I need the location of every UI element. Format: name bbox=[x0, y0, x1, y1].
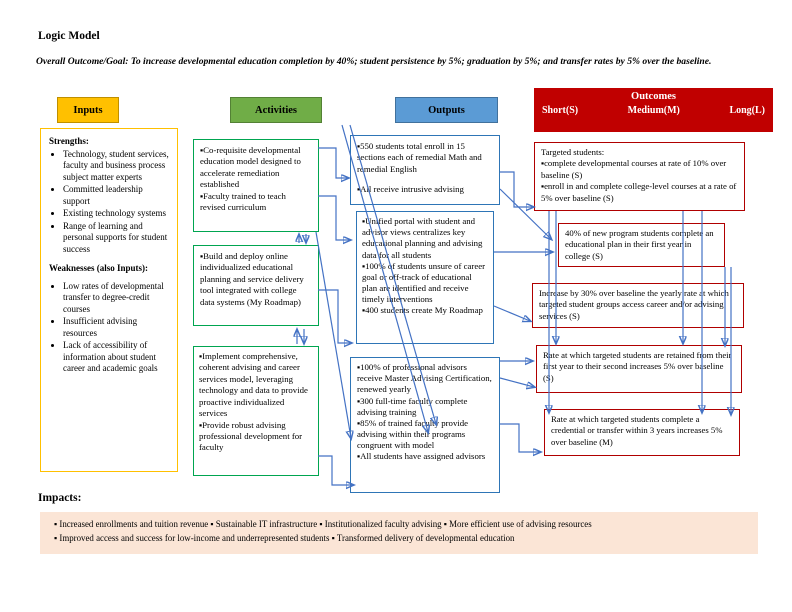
header-inputs-label: Inputs bbox=[73, 104, 103, 116]
outcome-item: Increase by 30% over baseline the yearly rate at which targeted student groups access career and/or advising services (S) bbox=[539, 288, 729, 321]
list-item: • Insufficient advising resources bbox=[63, 316, 171, 339]
output-item: ▪Unified portal with student and advisor views centralizes key educational planning and advising data for all students bbox=[362, 216, 483, 260]
outcome-item: 40% of new program students complete an educational plan in their first year in college (S) bbox=[565, 228, 714, 261]
inputs-panel bbox=[40, 128, 178, 472]
outcome-item: Rate at which targeted students complete a credential or transfer within 3 years increases 5% over baseline (M) bbox=[551, 414, 723, 447]
output-item: ▪All students have assigned advisors bbox=[357, 451, 486, 462]
output-item: ▪100% of students unsure of career goal or off-track of educational plan are identified and receive timely interventions bbox=[362, 260, 486, 305]
list-item: • Lack of accessibility of information about student career and academic goals bbox=[63, 340, 171, 375]
output-item: ▪400 students create My Roadmap bbox=[362, 305, 483, 316]
overall-goal-text: Overall Outcome/Goal: To increase developmental education completion by 40%; student persistence by 5%; graduation by 5%; and transfer rates by 5% over the baseline. bbox=[36, 56, 712, 67]
impacts-line: ▪ Improved access and success for low-income and underrepresented students ▪ Transformed delivery of developmental education bbox=[54, 532, 515, 543]
list-item: • Range of learning and personal supports for student success bbox=[63, 221, 171, 256]
weaknesses-list bbox=[49, 281, 171, 375]
weaknesses-heading: Weaknesses (also Inputs): bbox=[49, 263, 149, 274]
outcome-item: ▪enroll in and complete college-level courses at a rate of 5% over baseline (S) bbox=[541, 181, 737, 203]
activity-item: ▪Provide robust advising professional development for faculty bbox=[199, 419, 303, 453]
outcome-item: ▪complete developmental courses at rate of 10% over baseline (S) bbox=[541, 158, 727, 180]
header-outcomes bbox=[534, 88, 773, 132]
activity-item: ▪Faculty trained to teach revised curriculum bbox=[200, 190, 286, 213]
activity-item: ▪Build and deploy online individualized educational planning and service delivery tool integrated with college data systems (My Roadmap) bbox=[200, 251, 304, 307]
outcomes-box-4 bbox=[536, 345, 742, 393]
output-item: ▪300 full-time faculty complete advising training bbox=[357, 395, 468, 417]
connector-line bbox=[318, 456, 353, 485]
page-title: Logic Model bbox=[38, 30, 100, 42]
activity-item: ▪Co-requisite developmental education model designed to accelerate remediation established bbox=[200, 145, 301, 190]
outcomes-short-label: Short(S) bbox=[542, 105, 579, 116]
output-item: ▪550 students total enroll in 15 sections each of remedial Math and remedial English bbox=[357, 141, 482, 174]
outcome-item: Rate at which targeted students are retained from their first year to their second increases 5% over baseline (S) bbox=[543, 350, 732, 383]
outcomes-box-5 bbox=[544, 409, 740, 456]
output-item: ▪All receive intrusive advising bbox=[357, 184, 464, 195]
outcomes-box-2 bbox=[558, 223, 725, 267]
outputs-box-2 bbox=[356, 211, 494, 344]
activity-item: ▪Implement comprehensive, coherent advising and career services model, leveraging technology and data to provide proactive individualized services bbox=[199, 351, 308, 419]
header-outcomes-label: Outcomes bbox=[631, 91, 676, 102]
outcomes-long-label: Long(L) bbox=[729, 105, 765, 116]
strengths-heading: Strengths: bbox=[49, 136, 89, 146]
connector-line bbox=[318, 290, 351, 343]
header-outputs bbox=[395, 97, 498, 123]
output-item: ▪85% of trained faculty provide advising within their programs congruent with model bbox=[357, 417, 469, 451]
connector-line bbox=[500, 378, 534, 387]
outcomes-medium-label: Medium(M) bbox=[627, 105, 680, 116]
outcome-lead: Targeted students: bbox=[541, 147, 605, 157]
header-activities bbox=[230, 97, 322, 123]
connector-line bbox=[318, 148, 348, 178]
impacts-panel bbox=[40, 512, 758, 554]
list-item: • Technology, student services, faculty and business process subject matter experts bbox=[63, 149, 171, 184]
outputs-box-1 bbox=[350, 135, 500, 205]
header-inputs bbox=[57, 97, 119, 123]
connector-line bbox=[318, 196, 350, 240]
connector-line bbox=[500, 424, 540, 452]
connector-line bbox=[500, 172, 533, 207]
connector-line bbox=[316, 232, 351, 438]
header-activities-label: Activities bbox=[255, 104, 297, 116]
list-item: • Committed leadership support bbox=[63, 184, 171, 207]
impacts-heading: Impacts: bbox=[38, 492, 82, 504]
outcomes-sublabels bbox=[534, 102, 773, 116]
strengths-list bbox=[49, 149, 171, 256]
outcomes-box-3 bbox=[532, 283, 744, 328]
impacts-line: ▪ Increased enrollments and tuition revenue ▪ Sustainable IT infrastructure ▪ Institutionalized faculty advising ▪ More efficient use of advising resources bbox=[54, 519, 592, 529]
list-item: • Existing technology systems bbox=[63, 208, 171, 220]
outcomes-box-1 bbox=[534, 142, 745, 211]
activities-box-2 bbox=[193, 245, 319, 326]
header-outputs-label: Outputs bbox=[428, 104, 465, 116]
list-item: • Low rates of developmental transfer to degree-credit courses bbox=[63, 281, 171, 316]
output-item: ▪100% of professional advisors receive Master Advising Certification, renewed yearly bbox=[357, 362, 492, 395]
activities-box-1 bbox=[193, 139, 319, 232]
connector-line bbox=[494, 306, 530, 321]
activities-box-3 bbox=[193, 346, 319, 476]
outputs-box-3 bbox=[350, 357, 500, 493]
